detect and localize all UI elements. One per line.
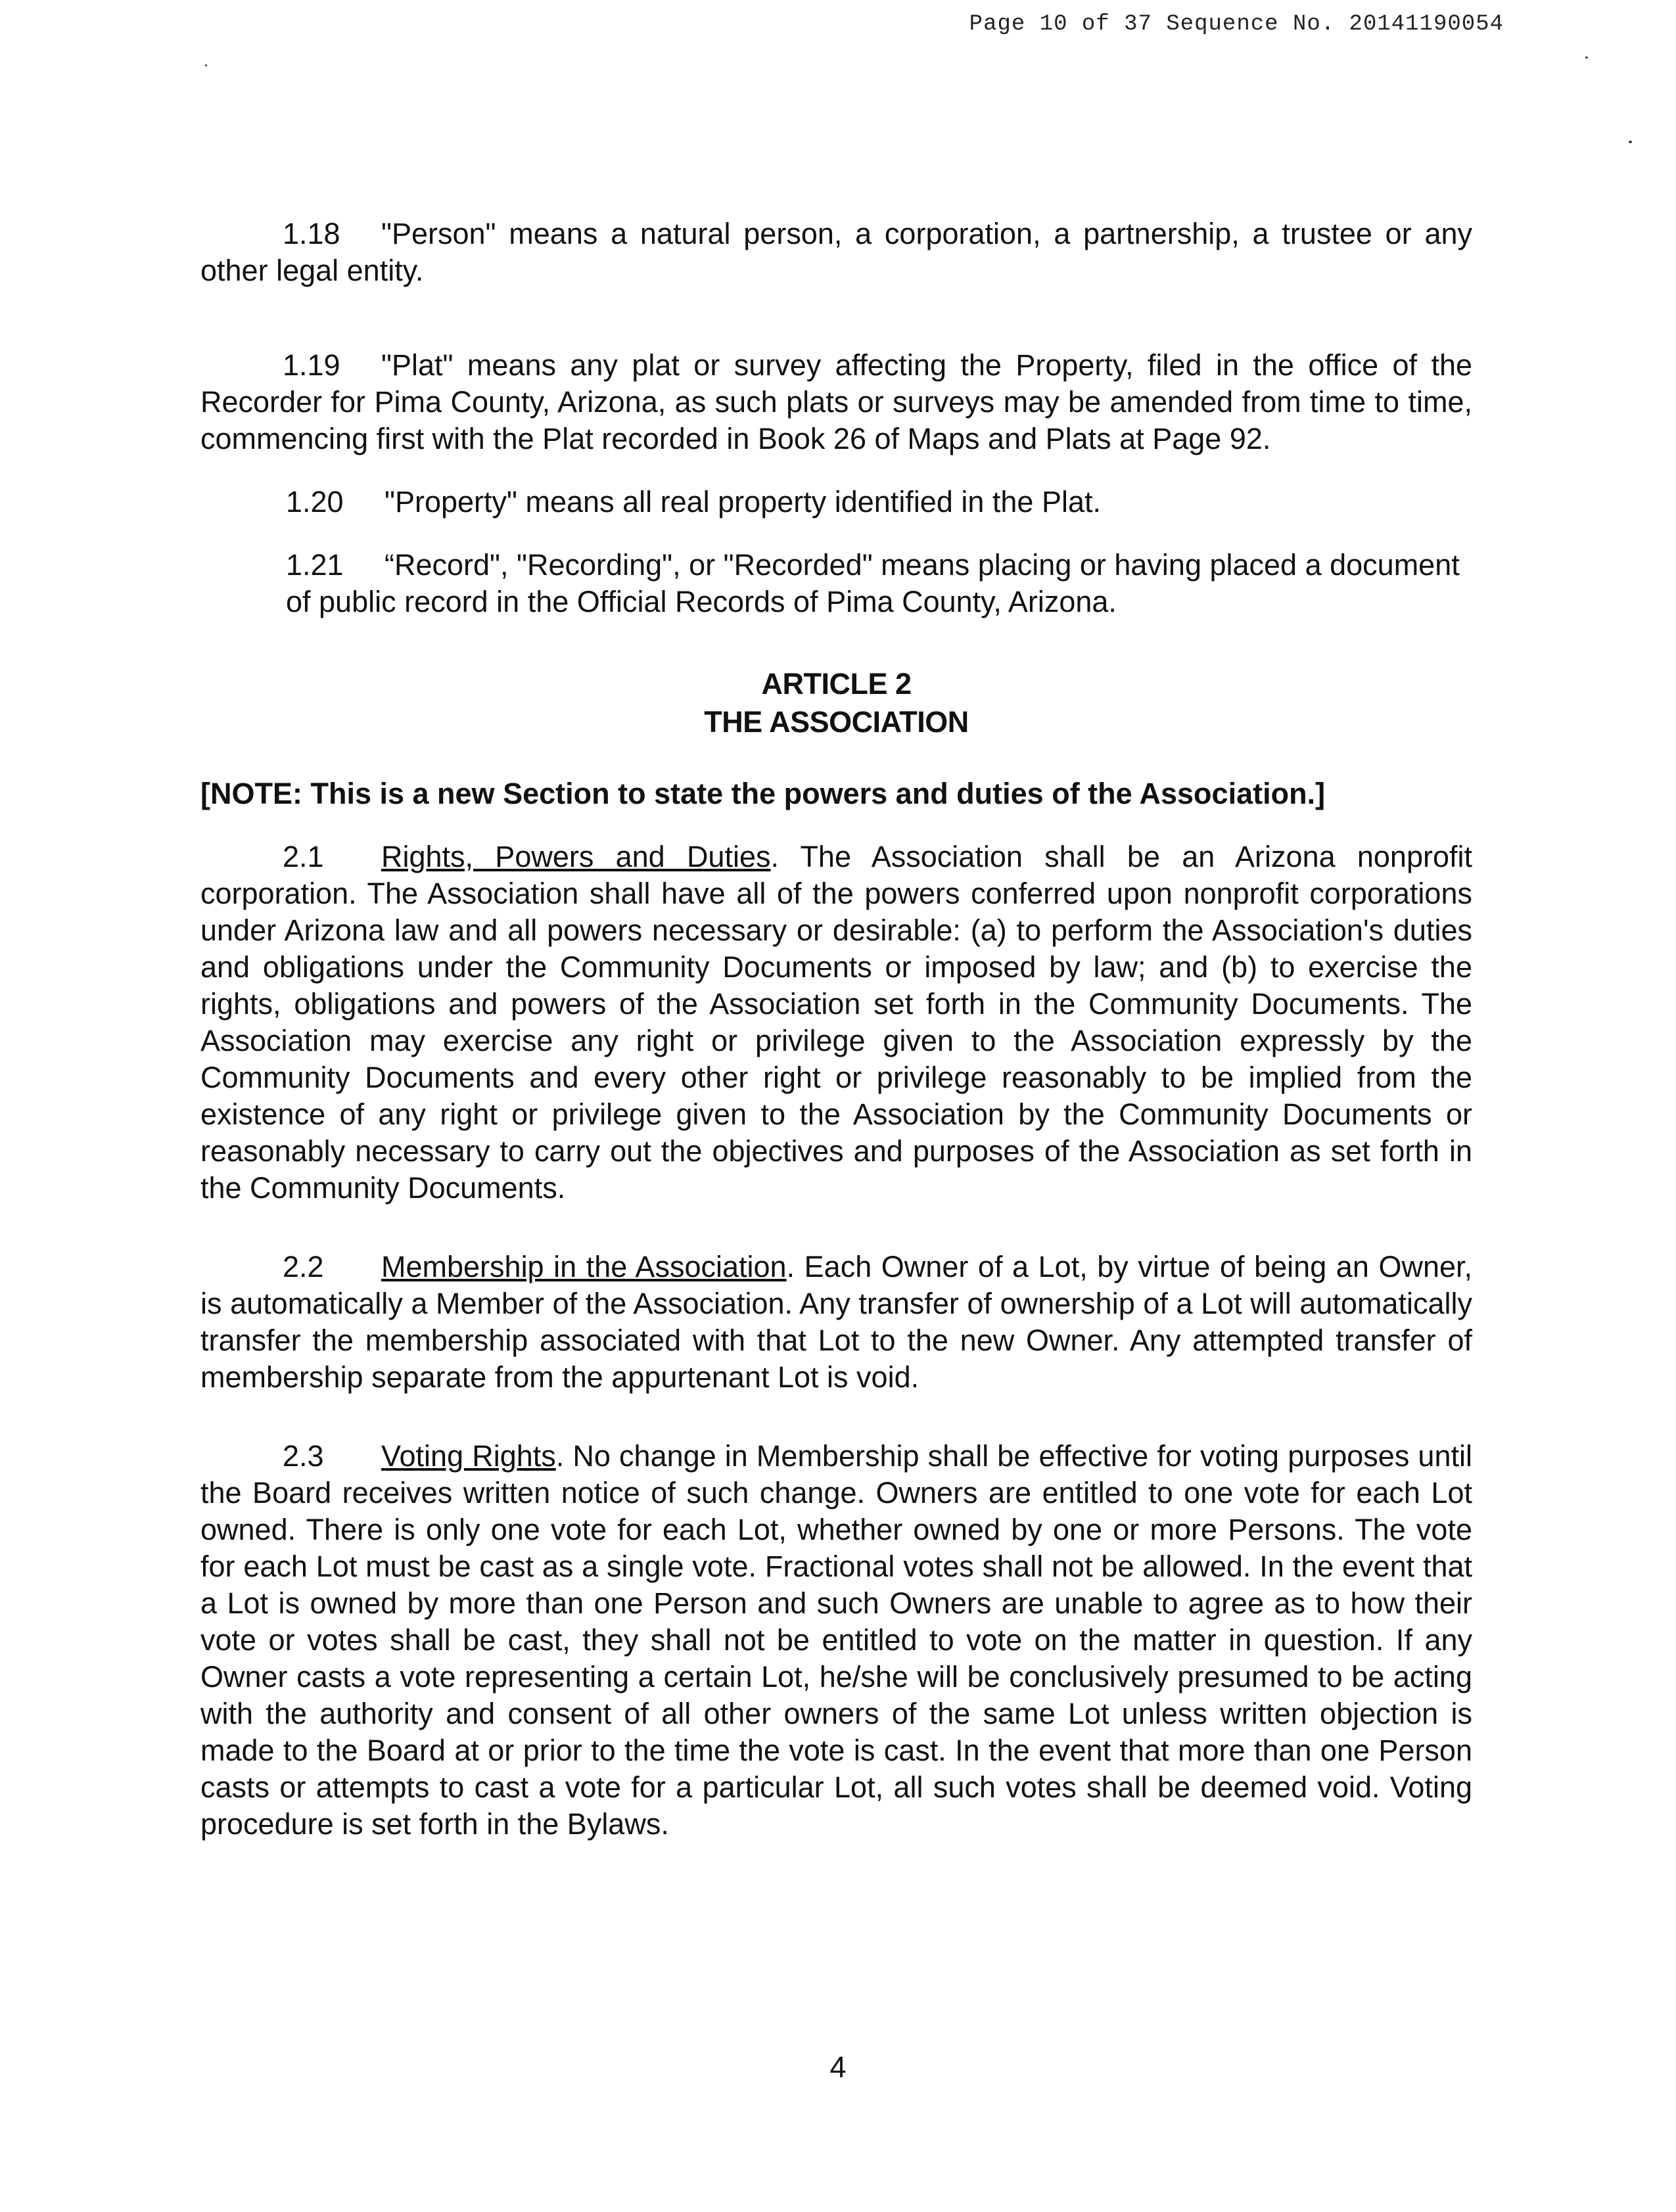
article-number: ARTICLE 2 <box>761 667 912 701</box>
paragraph-text: "Property" means all real property identified in the Plat. <box>384 485 1101 518</box>
article-heading <box>200 665 1472 741</box>
paragraph-number: 1.21 <box>286 548 344 582</box>
article-title: THE ASSOCIATION <box>704 705 969 739</box>
section-text: . Each Owner of a Lot, by virtue of being an Owner, is automatically a Member of the Association. Any transfer of ownership of a Lot will automatically transfer the membership associated with that Lot to the new Owner. Any attempted transfer of membership separate from the appurtenant Lot is void. <box>200 1250 1472 1394</box>
article-note: [NOTE: This is a new Section to state the powers and duties of the Association.] <box>200 777 1326 810</box>
page-number: 4 <box>829 2050 847 2084</box>
section-2-3 <box>200 1438 1472 1843</box>
section-title: Rights, Powers and Duties <box>381 840 771 873</box>
paragraph-text: “Record", "Recording", or "Recorded" means placing or having placed a document of public record in the Official Records of Pima County, Arizona. <box>286 548 1460 618</box>
paragraph-number: 1.19 <box>283 348 340 382</box>
paragraph-1-21 <box>200 547 1472 620</box>
paragraph-text: "Plat" means any plat or survey affecting the Property, filed in the office of the Recorder for Pima County, Arizona, as such plats or surveys may be amended from time to time, commencing first with the Plat recorded in Book 26 of Maps and Plats at Page 92. <box>200 348 1472 455</box>
paragraph-number: 1.18 <box>283 217 340 250</box>
paragraph-1-18 <box>200 216 1472 289</box>
scan-speck <box>1629 141 1632 143</box>
section-title: Membership in the Association <box>381 1250 787 1283</box>
paragraph-1-20 <box>200 484 1472 520</box>
section-2-1 <box>200 839 1472 1207</box>
section-number: 2.1 <box>283 840 324 873</box>
section-text: . The Association shall be an Arizona nonprofit corporation. The Association shall have all of the powers conferred upon nonprofit corporations under Arizona law and all powers necessary or desirable: (a) to perform the Association's duties and obligations under the Community Documents or imposed by law; and (b) to exercise the rights, obligations and powers of the Association set forth in the Community Documents. The Association may exercise any right or privilege given to the Association expressly by the Community Documents and every other right or privilege reasonably to be implied from the existence of any right or privilege given to the Association by the Community Documents or reasonably necessary to carry out the objectives and purposes of the Association as set forth in the Community Documents. <box>200 840 1472 1205</box>
page-header: Page 10 of 37 Sequence No. 20141190054 <box>969 12 1504 37</box>
paragraph-1-19 <box>200 347 1472 457</box>
document-body <box>200 210 1472 1843</box>
section-text: . No change in Membership shall be effective for voting purposes until the Board receives written notice of such change. Owners are entitled to one vote for each Lot owned. There is only one vote for each Lot, whether owned by one or more Persons. The vote for each Lot must be cast as a single vote. Fractional votes shall not be allowed. In the event that a Lot is owned by more than one Person and such Owners are unable to agree as to how their vote or votes shall be cast, they shall not be entitled to vote on the matter in question. If any Owner casts a vote representing a certain Lot, he/she will be conclusively presumed to be acting with the authority and consent of all other owners of the same Lot unless written objection is made to the Board at or prior to the time the vote is cast. In the event that more than one Person casts or attempts to cast a vote for a particular Lot, all such votes shall be deemed void. Voting procedure is set forth in the Bylaws. <box>200 1439 1472 1841</box>
paragraph-number: 1.20 <box>286 485 344 518</box>
section-number: 2.3 <box>283 1439 324 1473</box>
scan-speck <box>1585 57 1588 58</box>
scan-speck <box>205 64 207 66</box>
paragraph-text: "Person" means a natural person, a corporation, a partnership, a trustee or any other legal entity. <box>200 217 1472 287</box>
section-title: Voting Rights <box>381 1439 556 1473</box>
section-2-2 <box>200 1249 1472 1396</box>
section-number: 2.2 <box>283 1250 324 1283</box>
